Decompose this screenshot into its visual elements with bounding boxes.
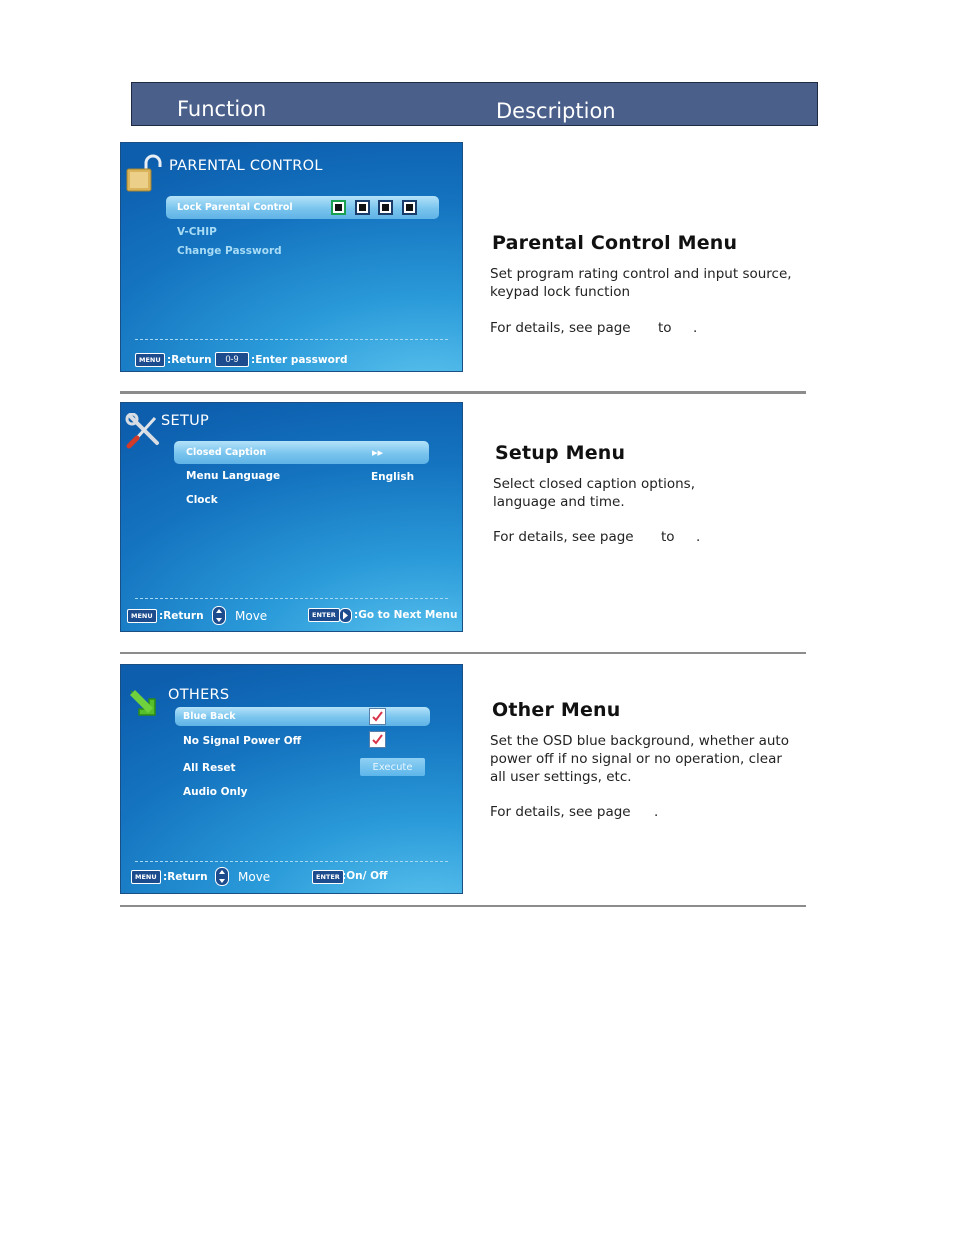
description-column-header: Description bbox=[496, 99, 616, 123]
checkmark-icon bbox=[371, 710, 384, 723]
menu-item-closed-caption[interactable]: Closed Caption bbox=[186, 447, 267, 458]
footer-move-label: Move bbox=[238, 870, 271, 884]
menu-key-icon: MENU bbox=[127, 609, 157, 623]
closed-caption-submenu-arrow: ▸▸ bbox=[372, 446, 384, 459]
blue-back-checkbox[interactable] bbox=[369, 708, 386, 725]
arrow-down-right-icon bbox=[127, 687, 161, 721]
menu-key-icon: MENU bbox=[135, 353, 165, 367]
footer-on-off-label: :On/ Off bbox=[342, 870, 388, 882]
enter-key-icon: ENTER bbox=[308, 608, 340, 622]
footer-divider bbox=[135, 598, 448, 599]
footer-return-label: :Return bbox=[167, 354, 212, 366]
setup-screen bbox=[120, 402, 463, 632]
others-screen bbox=[120, 664, 463, 894]
right-arrow-icon bbox=[339, 608, 352, 623]
page-ref-prefix: For details, see page bbox=[490, 320, 631, 336]
page-ref-prefix: For details, see page bbox=[493, 529, 634, 545]
password-digit-box[interactable] bbox=[402, 200, 417, 215]
osd-title: SETUP bbox=[161, 413, 210, 429]
menu-item-v-chip[interactable]: V-CHIP bbox=[177, 226, 217, 238]
footer-move-label: Move bbox=[235, 609, 268, 623]
up-down-arrow-icon bbox=[215, 867, 229, 886]
setup-description: Select closed caption options, language and time. bbox=[493, 476, 695, 510]
menu-item-lock-parental-control[interactable]: Lock Parental Control bbox=[177, 202, 293, 213]
enter-key-icon: ENTER bbox=[312, 870, 344, 884]
page-ref-end: . bbox=[654, 804, 659, 820]
footer-divider bbox=[135, 339, 448, 340]
page-ref-end: . bbox=[696, 529, 701, 545]
wrench-screwdriver-icon bbox=[125, 413, 161, 449]
checkmark-icon bbox=[371, 733, 384, 746]
setup-menu-title: Setup Menu bbox=[495, 442, 626, 464]
menu-language-value: English bbox=[371, 471, 415, 483]
footer-divider bbox=[135, 861, 448, 862]
footer-next-menu-label: :Go to Next Menu bbox=[354, 609, 458, 621]
section-divider bbox=[120, 905, 806, 907]
menu-item-change-password[interactable]: Change Password bbox=[177, 245, 282, 257]
footer-return-label: :Return bbox=[163, 871, 208, 883]
menu-item-no-signal-power-off[interactable]: No Signal Power Off bbox=[183, 735, 302, 747]
up-down-arrow-icon bbox=[212, 606, 226, 625]
menu-item-all-reset[interactable]: All Reset bbox=[183, 762, 236, 774]
table-header bbox=[131, 82, 818, 126]
menu-item-clock[interactable]: Clock bbox=[186, 494, 218, 506]
page-ref-to: to bbox=[658, 320, 672, 336]
menu-item-blue-back[interactable]: Blue Back bbox=[183, 711, 236, 722]
footer-enter-password-label: :Enter password bbox=[251, 354, 348, 366]
section-divider bbox=[120, 391, 806, 394]
no-signal-power-off-checkbox[interactable] bbox=[369, 731, 386, 748]
page-ref-to: to bbox=[661, 529, 675, 545]
digits-key-icon: 0-9 bbox=[215, 352, 249, 367]
execute-button[interactable]: Execute bbox=[360, 758, 425, 776]
page-ref-prefix: For details, see page bbox=[490, 804, 631, 820]
other-menu-description: Set the OSD blue background, whether auto power off if no signal or no operation, clear all user settings, etc. bbox=[490, 733, 789, 785]
osd-title: OTHERS bbox=[168, 687, 230, 703]
menu-item-menu-language[interactable]: Menu Language bbox=[186, 470, 281, 482]
osd-title: PARENTAL CONTROL bbox=[169, 158, 323, 174]
parental-control-screen bbox=[120, 142, 463, 372]
parental-control-menu-title: Parental Control Menu bbox=[492, 232, 738, 254]
section-divider bbox=[120, 652, 806, 654]
menu-key-icon: MENU bbox=[131, 870, 161, 884]
padlock-icon bbox=[124, 153, 164, 193]
password-digit-box[interactable] bbox=[378, 200, 393, 215]
other-menu-title: Other Menu bbox=[492, 699, 621, 721]
password-digit-box[interactable] bbox=[331, 200, 346, 215]
page-ref-end: . bbox=[693, 320, 698, 336]
menu-item-audio-only[interactable]: Audio Only bbox=[183, 786, 248, 798]
parental-control-description: Set program rating control and input source, keypad lock function bbox=[490, 266, 792, 300]
function-column-header: Function bbox=[177, 97, 267, 121]
footer-return-label: :Return bbox=[159, 610, 204, 622]
password-digit-box[interactable] bbox=[355, 200, 370, 215]
